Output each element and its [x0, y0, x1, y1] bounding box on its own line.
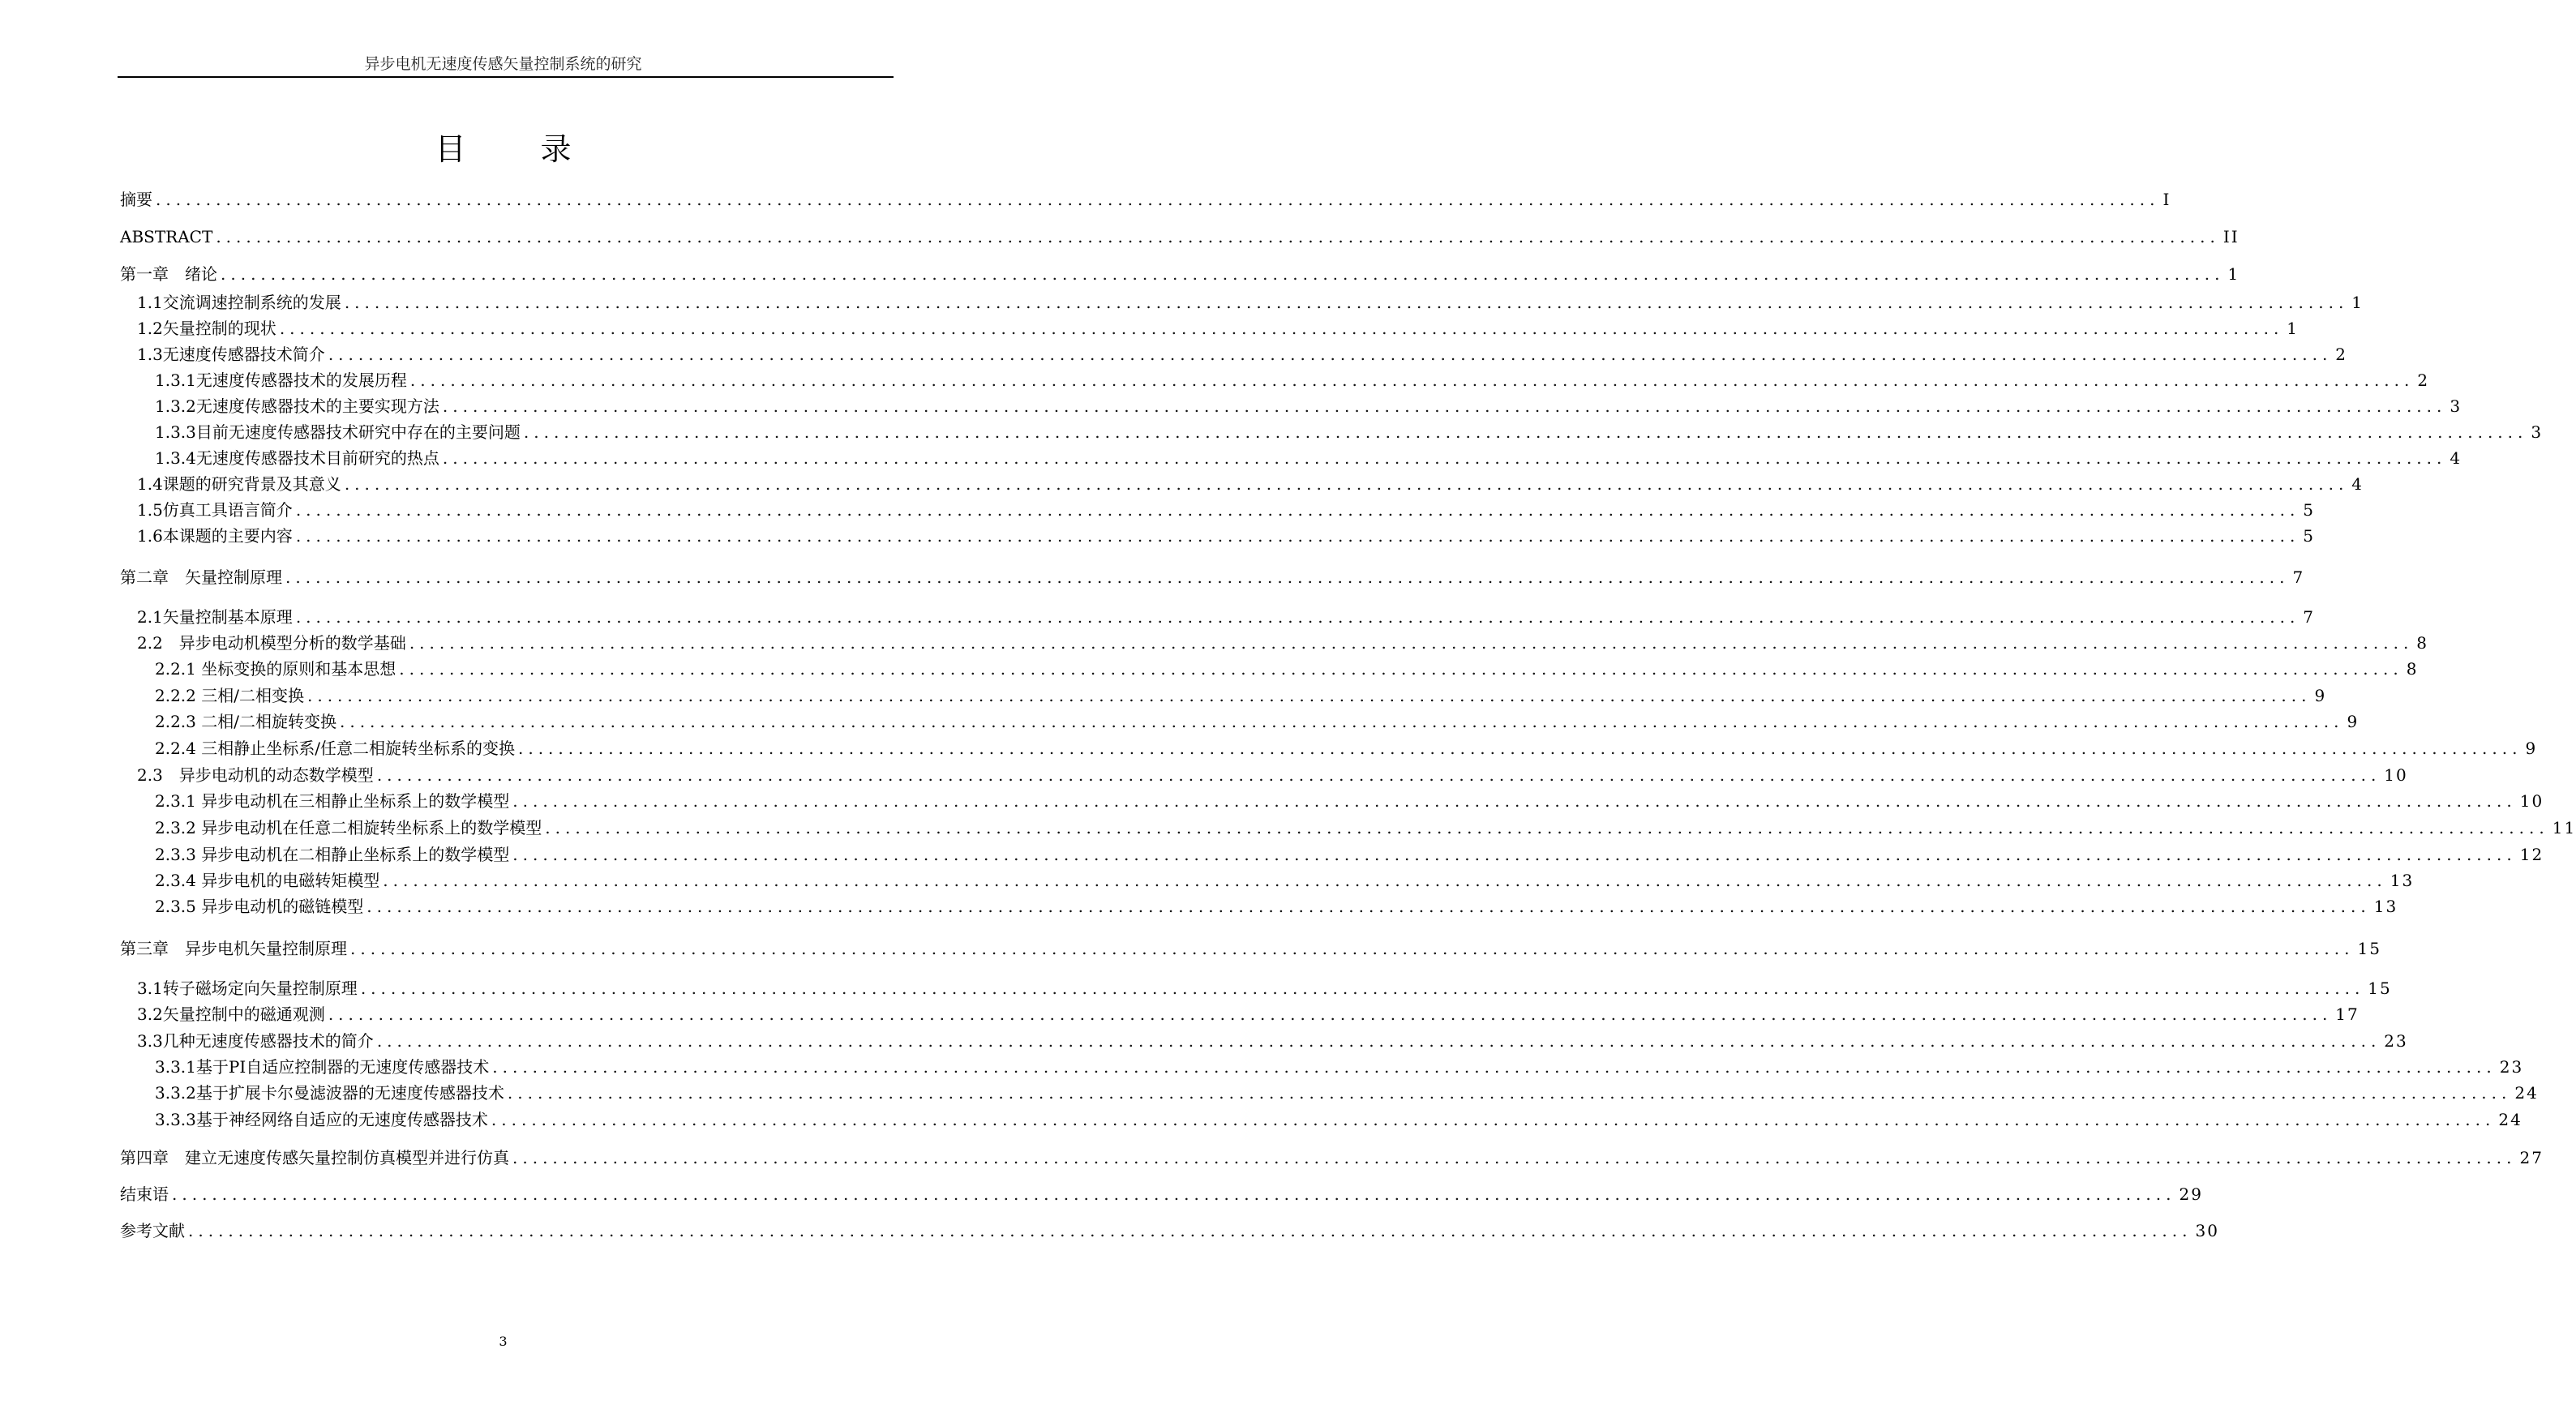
toc-entry-page: 1	[2351, 293, 2364, 312]
toc-entry[interactable]	[0, 934, 2381, 958]
toc-entry-page: 30	[2195, 1221, 2219, 1240]
toc-entry[interactable]	[0, 734, 2538, 758]
toc-entry-label: 2.1矢量控制基本原理	[137, 607, 293, 627]
toc-entry-page: 8	[2406, 659, 2419, 679]
toc-entry-page: 9	[2314, 686, 2327, 705]
toc-entry-page: 2	[2417, 370, 2430, 390]
toc-leader-dots: ........................................................................................................................................................................................................	[442, 448, 2447, 468]
toc-entry-label: 3.3.2基于扩展卡尔曼滤波器的无速度传感器技术	[155, 1083, 504, 1103]
toc-entry-label: 2.3 异步电动机的动态数学模型	[137, 765, 374, 785]
toc-entry[interactable]	[0, 1216, 2219, 1240]
toc-entry-label: 1.4课题的研究背景及其意义	[137, 474, 341, 494]
toc-leader-dots: ........................................................................................................................................................................................................	[492, 1057, 2497, 1077]
toc-entry-page: 23	[2499, 1057, 2524, 1077]
toc-leader-dots: ........................................................................................................................................................................................................	[188, 1221, 2192, 1240]
toc-leader-dots: ........................................................................................................................................................................................................	[545, 818, 2549, 837]
toc-leader-dots: ........................................................................................................................................................................................................	[523, 422, 2528, 442]
toc-entry[interactable]	[0, 681, 2327, 705]
toc-entry-label: 第一章 绪论	[120, 264, 217, 284]
toc-entry-label: 2.2.1 坐标变换的原则和基本思想	[155, 659, 396, 679]
toc-entry-page: 11	[2552, 818, 2576, 837]
toc-entry-label: 第三章 异步电机矢量控制原理	[120, 939, 347, 958]
toc-entry[interactable]	[0, 340, 2348, 364]
toc-entry-page: 4	[2351, 474, 2364, 494]
toc-entry-page: 12	[2519, 845, 2544, 864]
toc-entry[interactable]	[0, 288, 2364, 312]
toc-leader-dots: ........................................................................................................................................................................................................	[285, 568, 2290, 587]
toc-entry-page: II	[2222, 227, 2240, 246]
toc-leader-dots: ........................................................................................................................................................................................................	[512, 791, 2517, 811]
toc-entry-label: 结束语	[120, 1184, 169, 1204]
toc-entry-label: 1.3无速度传感器技术简介	[137, 345, 325, 364]
toc-entry[interactable]	[0, 602, 2316, 627]
toc-entry[interactable]	[0, 1105, 2522, 1129]
toc-entry[interactable]	[0, 495, 2316, 520]
toc-entry-label: 1.5仿真工具语言简介	[137, 500, 293, 520]
toc-entry-label: 2.2.3 二相/二相旋转变换	[155, 712, 336, 731]
toc-entry[interactable]	[0, 222, 2240, 246]
toc-entry-page: 9	[2347, 712, 2360, 731]
toc-entry-label: 3.3几种无速度传感器技术的简介	[137, 1031, 374, 1051]
toc-entry[interactable]	[0, 563, 2305, 587]
toc-entry[interactable]	[0, 786, 2544, 811]
toc-entry-page: 17	[2335, 1004, 2360, 1024]
toc-entry-page: 3	[2531, 422, 2544, 442]
toc-leader-dots: ........................................................................................................................................................................................................	[512, 1148, 2517, 1167]
toc-entry[interactable]	[0, 392, 2462, 416]
toc-entry[interactable]	[0, 1026, 2408, 1051]
toc-entry-label: 第二章 矢量控制原理	[120, 568, 282, 587]
toc-entry-label: 2.3.1 异步电动机在三相静止坐标系上的数学模型	[155, 791, 510, 811]
toc-entry-label: 3.2矢量控制中的磁通观测	[137, 1004, 325, 1024]
toc-entry-page: 7	[2303, 607, 2316, 627]
toc-entry-page: 8	[2416, 633, 2429, 653]
toc-entry-label: 2.3.3 异步电动机在二相静止坐标系上的数学模型	[155, 845, 510, 864]
toc-entry-page: 2	[2335, 345, 2348, 364]
toc-entry-label: 1.3.2无速度传感器技术的主要实现方法	[155, 396, 439, 416]
toc-entry[interactable]	[0, 892, 2398, 916]
toc-leader-dots: ........................................................................................................................................................................................................	[279, 319, 2284, 338]
toc-entry-page: 15	[2368, 979, 2392, 998]
toc-entry[interactable]	[0, 1143, 2544, 1167]
toc-entry-page: 3	[2450, 396, 2462, 416]
toc-entry-page: 7	[2292, 568, 2305, 587]
toc-entry-page: 5	[2303, 500, 2316, 520]
toc-leader-dots: ........................................................................................................................................................................................................	[376, 1031, 2381, 1051]
toc-leader-dots: ........................................................................................................................................................................................................	[442, 396, 2447, 416]
toc-entry-label: 2.2.4 三相静止坐标系/任意二相旋转坐标系的变换	[155, 739, 515, 758]
toc-leader-dots: ........................................................................................................................................................................................................	[295, 500, 2300, 520]
toc-entry[interactable]	[0, 974, 2392, 998]
toc-entry-label: 1.6本课题的主要内容	[137, 526, 293, 546]
toc-entry-label: ABSTRACT	[120, 227, 213, 246]
toc-leader-dots: ........................................................................................................................................................................................................	[216, 227, 2220, 246]
toc-leader-dots: ........................................................................................................................................................................................................	[344, 293, 2349, 312]
toc-leader-dots: ........................................................................................................................................................................................................	[295, 607, 2300, 627]
toc-entry[interactable]	[0, 707, 2360, 731]
toc-entry-page: 23	[2384, 1031, 2408, 1051]
toc-entry[interactable]	[0, 840, 2544, 864]
toc-leader-dots: ........................................................................................................................................................................................................	[409, 370, 2415, 390]
toc-entry[interactable]	[0, 185, 2171, 209]
toc-leader-dots: ........................................................................................................................................................................................................	[512, 845, 2517, 864]
toc-leader-dots: ........................................................................................................................................................................................................	[172, 1184, 2176, 1204]
toc-entry-label: 2.2 异步电动机模型分析的数学基础	[137, 633, 406, 653]
toc-leader-dots: ........................................................................................................................................................................................................	[295, 526, 2300, 546]
toc-entry-label: 3.3.1基于PI自适应控制器的无速度传感器技术	[155, 1057, 490, 1077]
toc-entry-page: 24	[2514, 1083, 2539, 1103]
toc-leader-dots: ........................................................................................................................................................................................................	[328, 1004, 2333, 1024]
toc-entry-page: I	[2162, 190, 2171, 209]
toc-entry[interactable]	[0, 1078, 2539, 1103]
toc-entry[interactable]	[0, 654, 2419, 679]
toc-entry-page: 9	[2525, 739, 2538, 758]
toc-leader-dots: ........................................................................................................................................................................................................	[156, 190, 2160, 209]
toc-title: 目 录	[435, 131, 604, 167]
toc-entry[interactable]	[0, 628, 2429, 653]
toc-leader-dots: ........................................................................................................................................................................................................	[383, 871, 2387, 890]
toc-entry-page: 15	[2357, 939, 2381, 958]
toc-entry-label: 1.2矢量控制的现状	[137, 319, 276, 338]
toc-entry[interactable]	[0, 521, 2316, 546]
toc-entry-page: 24	[2498, 1110, 2522, 1129]
toc-leader-dots: ........................................................................................................................................................................................................	[328, 345, 2333, 364]
toc-entry[interactable]	[0, 443, 2462, 468]
toc-entry[interactable]	[0, 813, 2576, 837]
toc-entry-label: 1.3.4无速度传感器技术目前研究的热点	[155, 448, 439, 468]
toc-entry-label: 3.1转子磁场定向矢量控制原理	[137, 979, 358, 998]
page-number: 3	[499, 1334, 508, 1349]
toc-entry[interactable]	[0, 866, 2415, 890]
toc-leader-dots: ........................................................................................................................................................................................................	[366, 897, 2371, 916]
toc-leader-dots: ........................................................................................................................................................................................................	[306, 686, 2312, 705]
toc-leader-dots: ........................................................................................................................................................................................................	[507, 1083, 2512, 1103]
toc-entry-label: 3.3.3基于神经网络自适应的无速度传感器技术	[155, 1110, 488, 1129]
toc-entry-label: 1.3.3目前无速度传感器技术研究中存在的主要问题	[155, 422, 521, 442]
toc-leader-dots: ........................................................................................................................................................................................................	[399, 659, 2403, 679]
toc-leader-dots: ........................................................................................................................................................................................................	[344, 474, 2349, 494]
toc-leader-dots: ........................................................................................................................................................................................................	[409, 633, 2414, 653]
toc-entry-label: 2.2.2 三相/二相变换	[155, 686, 304, 705]
toc-entry[interactable]	[0, 1180, 2203, 1204]
toc-entry-label: 1.3.1无速度传感器技术的发展历程	[155, 370, 407, 390]
toc-entry[interactable]	[0, 469, 2364, 494]
toc-leader-dots: ........................................................................................................................................................................................................	[221, 264, 2225, 284]
toc-entry-page: 13	[2390, 871, 2415, 890]
toc-entry[interactable]	[0, 760, 2408, 785]
toc-entry-page: 27	[2519, 1148, 2544, 1167]
toc-entry-label: 第四章 建立无速度传感矢量控制仿真模型并进行仿真	[120, 1148, 509, 1167]
toc-entry-page: 1	[2287, 319, 2300, 338]
toc-entry-page: 10	[2384, 765, 2408, 785]
toc-entry[interactable]	[0, 1052, 2524, 1077]
toc-entry-label: 2.3.5 异步电动机的磁链模型	[155, 897, 364, 916]
toc-leader-dots: ........................................................................................................................................................................................................	[491, 1110, 2496, 1129]
toc-entry-label: 参考文献	[120, 1221, 185, 1240]
running-header: 异步电机无速度传感矢量控制系统的研究	[364, 55, 642, 73]
toc-entry[interactable]	[0, 1000, 2360, 1024]
toc-entry[interactable]	[0, 366, 2430, 390]
toc-leader-dots: ........................................................................................................................................................................................................	[360, 979, 2365, 998]
toc-leader-dots: ........................................................................................................................................................................................................	[350, 939, 2355, 958]
toc-leader-dots: ........................................................................................................................................................................................................	[376, 765, 2381, 785]
toc-entry[interactable]	[0, 314, 2300, 338]
toc-entry-page: 13	[2373, 897, 2398, 916]
toc-leader-dots: ........................................................................................................................................................................................................	[517, 739, 2522, 758]
toc-leader-dots: ........................................................................................................................................................................................................	[339, 712, 2344, 731]
toc-entry-page: 10	[2519, 791, 2544, 811]
toc-entry-label: 2.3.4 异步电机的电磁转矩模型	[155, 871, 380, 890]
toc-entry-page: 29	[2179, 1184, 2203, 1204]
toc-entry[interactable]	[0, 418, 2544, 442]
toc-entry-label: 摘要	[120, 190, 152, 209]
toc-entry-page: 4	[2450, 448, 2462, 468]
toc-entry-page: 1	[2227, 264, 2240, 284]
toc-entry[interactable]	[0, 259, 2240, 284]
toc-entry-label: 1.1交流调速控制系统的发展	[137, 293, 341, 312]
toc-entry-page: 5	[2303, 526, 2316, 546]
toc-entry-label: 2.3.2 异步电动机在任意二相旋转坐标系上的数学模型	[155, 818, 542, 837]
